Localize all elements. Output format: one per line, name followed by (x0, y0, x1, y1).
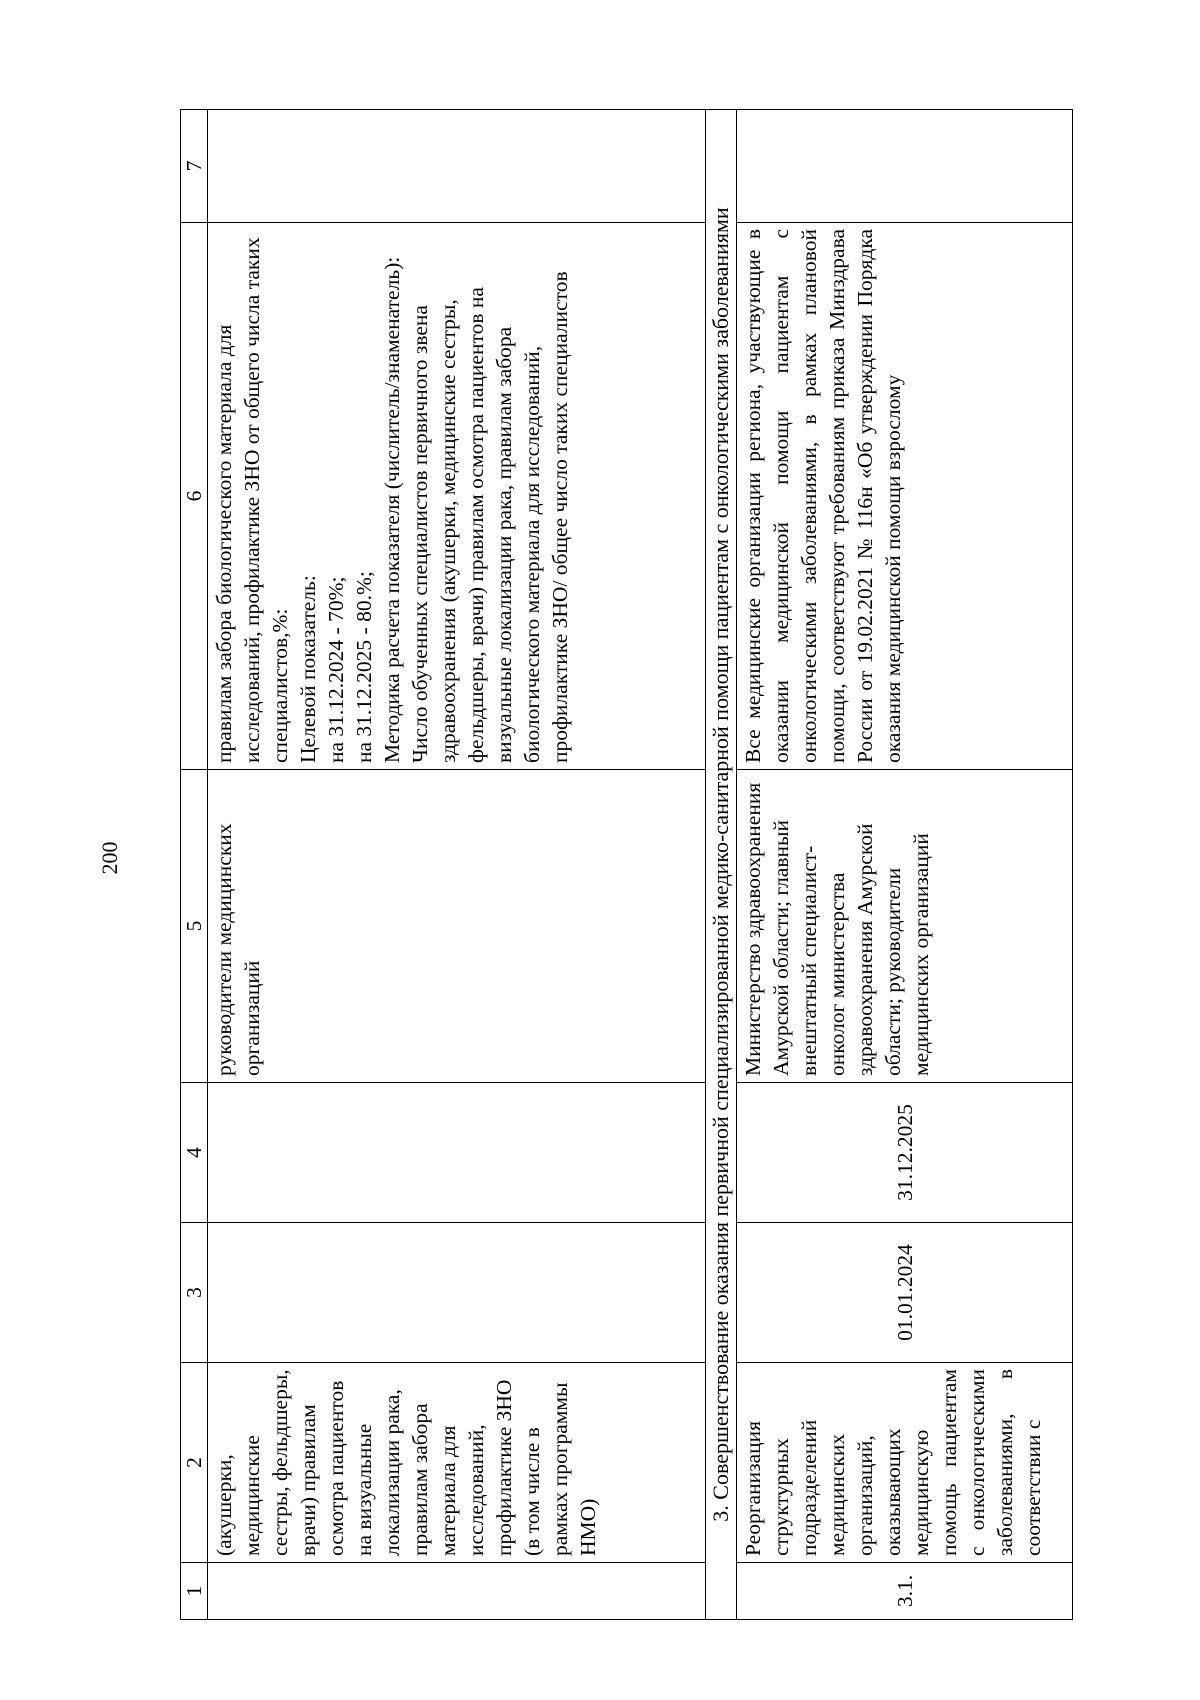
cell-responsible: руководители медицинских организаций (208, 770, 706, 1083)
cell-start-date (208, 1223, 706, 1363)
result-line: на 31.12.2025 - 80.%; (352, 571, 376, 763)
cell-end-date: 31.12.2025 (737, 1083, 1073, 1223)
column-number: 2 (181, 1363, 208, 1563)
cell-end-date (208, 1083, 706, 1223)
result-line: Число обученных специалистов первичного звена здравоохранения (акушерки, медицинские сестры, фельдшеры, врачи) правилам осмотра пациентов на визуальные локализации рака, правилам забора биологического материала для исследований, профилактике ЗНО/ общее число таких специалистов (408, 271, 572, 763)
column-number-row (181, 110, 208, 1620)
cell-number: 3.1. (737, 1563, 1073, 1620)
result-line: правилам забора биологического материала для исследований, профилактике ЗНО от общего числа таких специалистов,%: (212, 237, 292, 763)
column-number: 4 (181, 1083, 208, 1223)
result-line: Методика расчета показателя (числитель/знаменатель): (380, 256, 404, 763)
cell-result: Все медицинские организации региона, участвующие в оказании медицинской помощи пациентам с онкологическими заболеваниями, в рамках плановой помощи, соответствуют требованиям приказа Минздрава России от 19.02.2021 № 116н «Об утверждении Порядка оказания медицинской помощи взрослому (737, 223, 1073, 770)
section-heading-row (706, 110, 737, 1620)
cell-responsible: Министерство здравоохранения Амурской области; главный внештатный специалист-онколог министерства здравоохранения Амурской области; руководители медицинских организаций (737, 770, 1073, 1083)
column-number: 3 (181, 1223, 208, 1363)
column-number: 6 (181, 223, 208, 770)
table-row-3-1 (737, 110, 1073, 1620)
section-title: 3. Совершенствование оказания первичной специализированной медико-санитарной помощи пациентам с онкологическими заболеваниями (706, 110, 737, 1620)
column-number: 5 (181, 770, 208, 1083)
column-number: 1 (181, 1563, 208, 1620)
action-plan-table (180, 109, 1073, 1620)
table-row-continuation (208, 110, 706, 1620)
result-line: на 31.12.2024 - 70%; (324, 576, 348, 763)
result-line: Целевой показатель: (296, 575, 320, 763)
cell-result (208, 223, 706, 770)
rotated-page (180, 110, 1100, 1620)
cell-note (737, 110, 1073, 223)
cell-start-date: 01.01.2024 (737, 1223, 1073, 1363)
column-number: 7 (181, 110, 208, 223)
cell-event-name: Реорганизация структурных подразделений медицинских организаций, оказывающих медицинскую помощь пациентам с онкологическими заболеваниями, в соответствии с (737, 1363, 1073, 1563)
cell-note (208, 110, 706, 223)
cell-number (208, 1563, 706, 1620)
cell-event-name: (акушерки, медицинские сестры, фельдшеры, врачи) правилам осмотра пациентов на визуальные локализации рака, правилам забора материала для исследований, профилактике ЗНО (в том числе в рамках программы НМО) (208, 1363, 706, 1563)
page-number: 200 (97, 841, 122, 875)
